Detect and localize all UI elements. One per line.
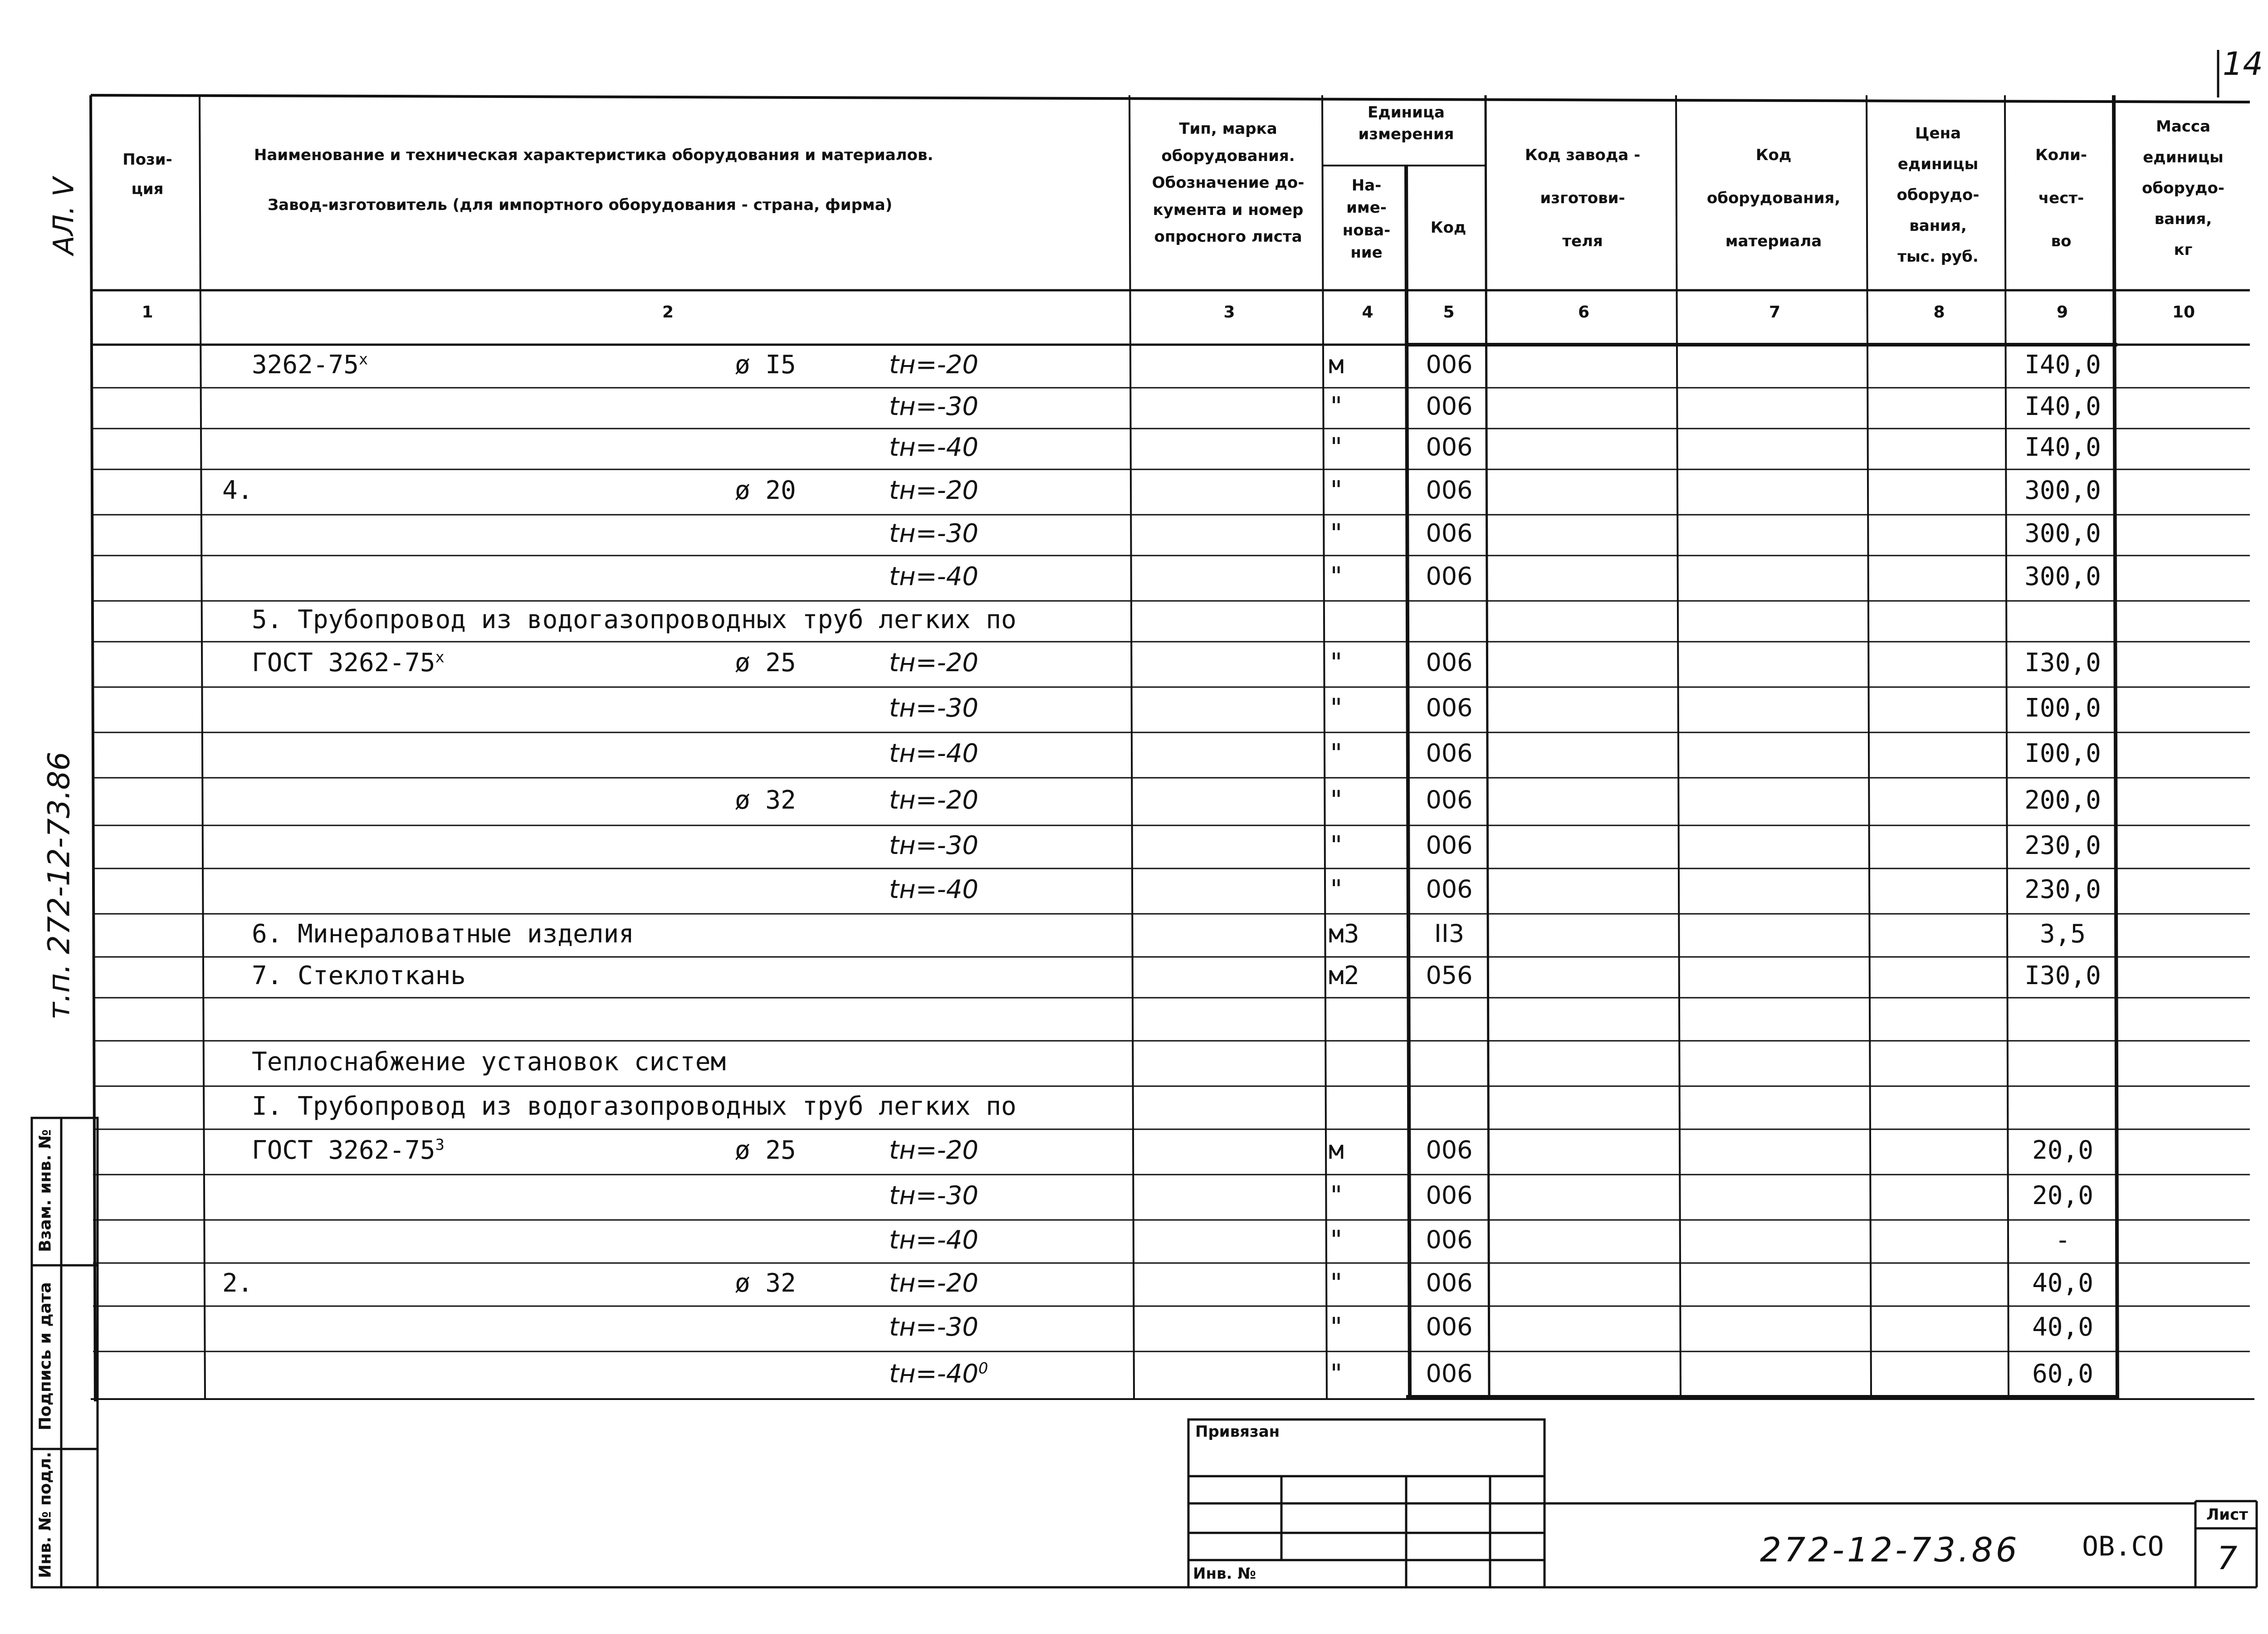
row-outdoor-temp: tн=-40 bbox=[889, 1225, 978, 1255]
row-unit-code: II3 bbox=[1434, 919, 1465, 948]
row-unit: " bbox=[1329, 476, 1344, 505]
row-unit: " bbox=[1329, 433, 1344, 462]
row-name: I. Трубопровод из водогазопроводных труб легких по bbox=[252, 1091, 1017, 1121]
row-unit: м bbox=[1329, 1136, 1344, 1165]
row-quantity: I40,0 bbox=[2024, 350, 2101, 380]
row-name: 5. Трубопровод из водогазопроводных труб легких по bbox=[252, 605, 1017, 634]
row-unit-code: 006 bbox=[1426, 476, 1473, 504]
row-unit: " bbox=[1329, 875, 1344, 904]
column-number: 2 bbox=[662, 303, 674, 322]
row-unit-code: 006 bbox=[1426, 693, 1473, 722]
row-unit-code: 006 bbox=[1426, 1359, 1473, 1388]
page-number: 14 bbox=[2223, 45, 2263, 83]
header-unit-code: Код bbox=[1430, 219, 1466, 237]
column-number: 9 bbox=[2056, 303, 2068, 322]
row-outdoor-temp: tн=-40 bbox=[889, 739, 978, 768]
row-outdoor-temp: tн=-40 bbox=[889, 875, 978, 904]
sheet-number: 7 bbox=[2217, 1540, 2238, 1577]
column-number: 6 bbox=[1578, 303, 1590, 322]
row-outdoor-temp: tн=-20 bbox=[889, 1268, 978, 1298]
row-unit: м2 bbox=[1329, 961, 1359, 990]
row-unit-code: 006 bbox=[1426, 739, 1473, 767]
row-diameter: ø 25 bbox=[735, 1136, 796, 1165]
row-outdoor-temp: tн=-20 bbox=[889, 648, 978, 678]
row-unit-code: 006 bbox=[1426, 392, 1473, 420]
row-diameter: ø 32 bbox=[735, 1268, 796, 1298]
row-unit: " bbox=[1329, 519, 1344, 548]
row-unit: " bbox=[1329, 693, 1344, 723]
row-unit: " bbox=[1329, 739, 1344, 768]
row-unit-code: 006 bbox=[1426, 1181, 1473, 1210]
row-unit: " bbox=[1329, 830, 1344, 860]
row-quantity: 200,0 bbox=[2024, 785, 2101, 815]
row-unit-code: 006 bbox=[1426, 562, 1473, 590]
header-plant-code: Код завода - изготови- теля bbox=[1525, 146, 1641, 251]
row-quantity: I00,0 bbox=[2024, 739, 2101, 768]
row-unit-code: 006 bbox=[1426, 433, 1473, 461]
column-number: 4 bbox=[1362, 303, 1374, 322]
row-unit-code: 056 bbox=[1426, 961, 1473, 990]
row-unit: " bbox=[1329, 1225, 1344, 1255]
row-unit-code: 006 bbox=[1426, 875, 1473, 903]
header-name-line1: Наименование и техническая характеристика оборудования и материалов. bbox=[254, 146, 934, 164]
row-outdoor-temp: tн=-30 bbox=[889, 519, 978, 548]
row-name: ГОСТ 3262-75$^x$ bbox=[252, 648, 445, 678]
column-number: 5 bbox=[1443, 303, 1455, 322]
row-name: ГОСТ $3262-75^3$ bbox=[252, 1136, 445, 1165]
header-unit-name: На- име- нова- ние bbox=[1342, 176, 1391, 262]
row-outdoor-temp: tн=-30 bbox=[889, 1181, 978, 1210]
side-reference: т.п. 272-12-73.86 bbox=[41, 751, 77, 1020]
row-name: 7. Стеклоткань bbox=[252, 961, 466, 990]
row-outdoor-temp: tн=-30 bbox=[889, 392, 978, 421]
row-name: Теплоснабжение установок систем bbox=[252, 1047, 726, 1077]
row-quantity: 300,0 bbox=[2024, 562, 2101, 591]
column-number: 3 bbox=[1223, 303, 1235, 322]
row-quantity: 40,0 bbox=[2032, 1268, 2093, 1298]
row-quantity: 230,0 bbox=[2024, 875, 2101, 904]
row-unit-code: 006 bbox=[1426, 648, 1473, 677]
row-unit: м3 bbox=[1329, 919, 1359, 949]
row-unit-code: 006 bbox=[1426, 519, 1473, 547]
row-quantity: I30,0 bbox=[2024, 648, 2101, 678]
row-quantity: - bbox=[2055, 1225, 2071, 1255]
row-unit-code: 006 bbox=[1426, 350, 1473, 379]
sheet-code: ОВ.СО bbox=[2082, 1531, 2164, 1562]
row-quantity: I40,0 bbox=[2024, 392, 2101, 421]
row-unit: м bbox=[1329, 350, 1344, 380]
row-outdoor-temp: tн=-40 bbox=[889, 433, 978, 462]
row-outdoor-temp: tн=-40 bbox=[889, 562, 978, 591]
row-diameter: ø 25 bbox=[735, 648, 796, 678]
row-outdoor-temp: tн=-20 bbox=[889, 350, 978, 380]
row-quantity: I00,0 bbox=[2024, 693, 2101, 723]
row-quantity: 60,0 bbox=[2032, 1359, 2093, 1389]
row-outdoor-temp: tн=-20 bbox=[889, 785, 978, 815]
row-unit-code: 006 bbox=[1426, 1312, 1473, 1341]
row-unit: " bbox=[1329, 1359, 1344, 1389]
header-name-line2: Завод-изготовитель (для импортного оборудования - страна, фирма) bbox=[268, 196, 893, 214]
row-name: 4. bbox=[222, 476, 253, 505]
row-outdoor-temp: tн=-30 bbox=[889, 1312, 978, 1342]
row-quantity: I30,0 bbox=[2024, 961, 2101, 990]
row-unit: " bbox=[1329, 1312, 1344, 1342]
row-quantity: 20,0 bbox=[2032, 1136, 2093, 1165]
row-quantity: I40,0 bbox=[2024, 433, 2101, 462]
inv-no-label: Инв. № bbox=[1193, 1565, 1256, 1583]
row-outdoor-temp: $tн=-40^0$ bbox=[889, 1359, 988, 1389]
row-outdoor-temp: tн=-20 bbox=[889, 1136, 978, 1165]
row-unit: " bbox=[1329, 392, 1344, 421]
sheet-label: Лист bbox=[2206, 1506, 2248, 1524]
header-mass: Масса единицы оборудо- вания, кг bbox=[2142, 117, 2224, 259]
row-name: 6. Минераловатные изделия bbox=[252, 919, 634, 949]
row-unit: " bbox=[1329, 1181, 1344, 1210]
column-number: 1 bbox=[142, 303, 153, 322]
row-unit: " bbox=[1329, 648, 1344, 678]
row-quantity: 300,0 bbox=[2024, 476, 2101, 505]
row-name: 2. bbox=[222, 1268, 253, 1298]
row-diameter: ø 32 bbox=[735, 785, 796, 815]
row-quantity: 300,0 bbox=[2024, 519, 2101, 548]
row-quantity: 20,0 bbox=[2032, 1181, 2093, 1210]
header-price: Цена единицы оборудо- вания, тыс. руб. bbox=[1897, 124, 1980, 266]
row-unit-code: 006 bbox=[1426, 1268, 1473, 1297]
privyazan-label: Привязан bbox=[1195, 1423, 1280, 1441]
row-unit-code: 006 bbox=[1426, 1136, 1473, 1164]
header-quantity: Коли- чест- во bbox=[2035, 146, 2087, 251]
doc-number: 272-12-73.86 bbox=[1760, 1531, 2020, 1570]
row-name: 3262-75$^x$ bbox=[252, 350, 368, 380]
row-diameter: ø I5 bbox=[735, 350, 796, 380]
row-outdoor-temp: tн=-30 bbox=[889, 830, 978, 860]
row-unit-code: 006 bbox=[1426, 1225, 1473, 1254]
stamp-inv-podl: Инв. № подл. bbox=[36, 1452, 55, 1578]
row-quantity: 3,5 bbox=[2039, 919, 2086, 949]
row-unit-code: 006 bbox=[1426, 785, 1473, 814]
stamp-vzam: Взам. инв. № bbox=[36, 1129, 55, 1252]
row-unit: " bbox=[1329, 562, 1344, 591]
album-mark: АЛ. V bbox=[47, 177, 80, 255]
column-number: 8 bbox=[1933, 303, 1945, 322]
row-unit-code: 006 bbox=[1426, 830, 1473, 859]
header-equipment-code: Код оборудования, материала bbox=[1706, 146, 1841, 251]
row-diameter: ø 20 bbox=[735, 476, 796, 505]
header-position: Пози- ция bbox=[122, 151, 172, 198]
row-outdoor-temp: tн=-20 bbox=[889, 476, 978, 505]
column-number: 10 bbox=[2172, 303, 2195, 322]
row-quantity: 230,0 bbox=[2024, 830, 2101, 860]
stamp-podpis: Подпись и дата bbox=[36, 1282, 55, 1430]
row-unit: " bbox=[1329, 1268, 1344, 1298]
row-quantity: 40,0 bbox=[2032, 1312, 2093, 1342]
header-type: Тип, марка оборудования. Обозначение до- кумента и номер опросного листа bbox=[1152, 120, 1305, 246]
row-unit: " bbox=[1329, 785, 1344, 815]
column-number: 7 bbox=[1769, 303, 1781, 322]
header-unit-group: Единица измерения bbox=[1358, 103, 1454, 143]
row-outdoor-temp: tн=-30 bbox=[889, 693, 978, 723]
